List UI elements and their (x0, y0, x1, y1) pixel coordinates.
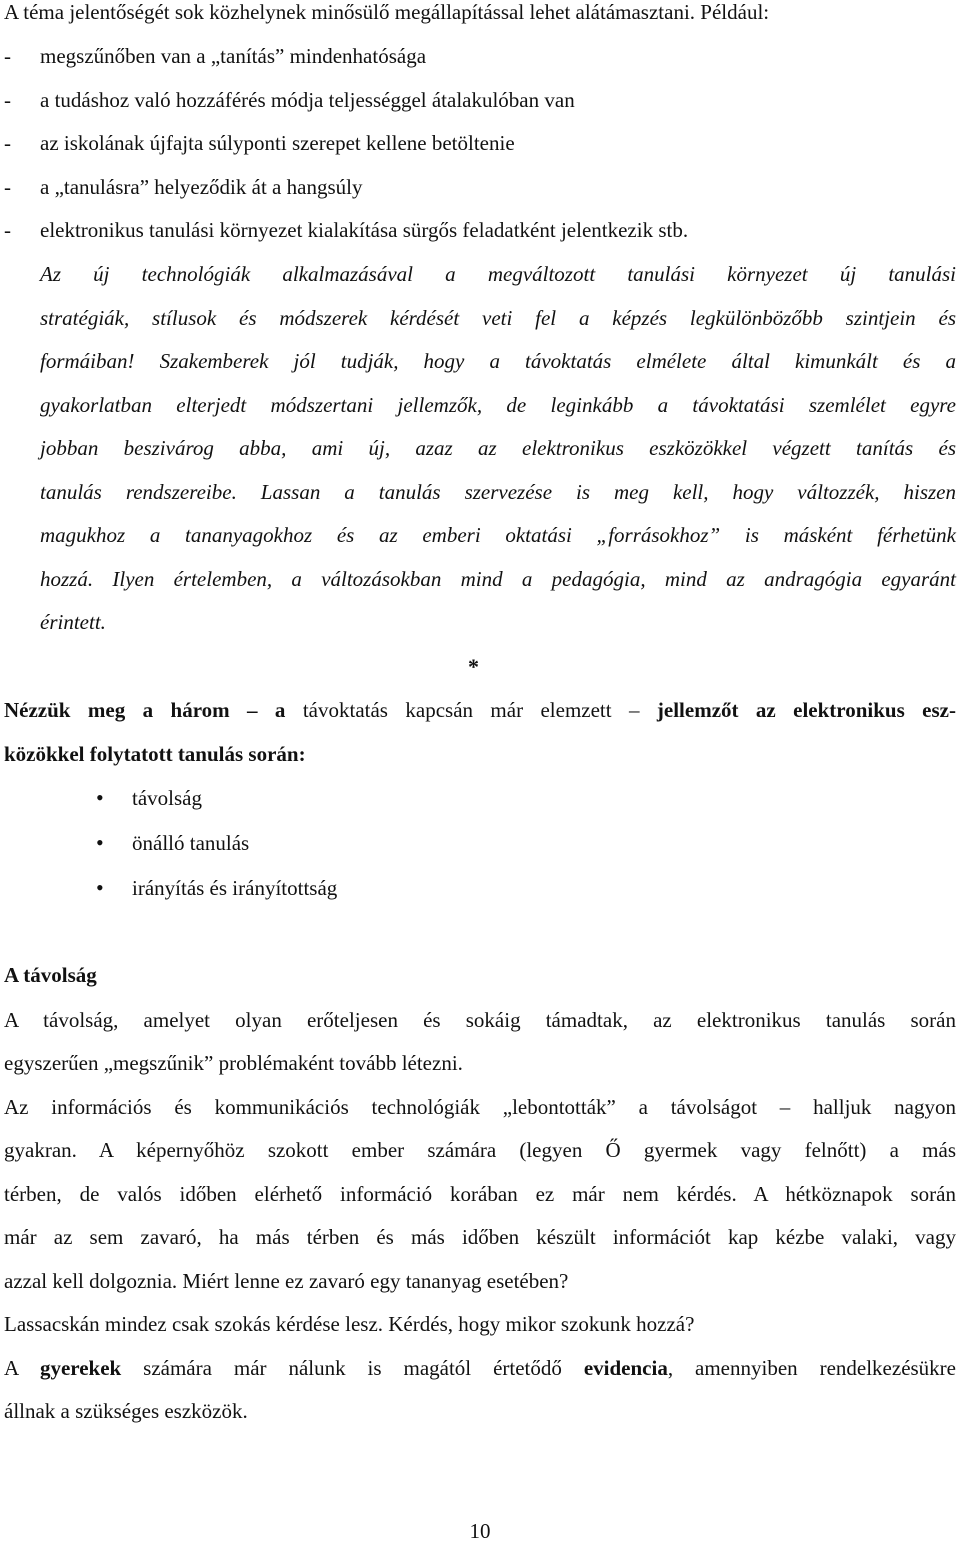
body-line: A távolság, amelyet olyan erőteljesen és sokáig támadtak, az elektronikus tanulás során (4, 1008, 956, 1032)
body-line: Lassacskán mindez csak szokás kérdése lesz. Kérdés, hogy mikor szokunk hozzá? (4, 1312, 695, 1336)
body-line: gyakran. A képernyőhöz szokott ember számára (legyen Ő gyermek vagy felnőtt) a más (4, 1138, 956, 1162)
last-paragraph-line-2: állnak a szükséges eszközök. (4, 1399, 248, 1423)
list-item: • távolság (96, 785, 202, 810)
section-heading: A távolság (4, 963, 97, 987)
italic-line: Az új technológiák alkalmazásával a megváltozott tanulási környezet új tanulási (40, 262, 956, 286)
italic-line: stratégiák, stílusok és módszerek kérdését veti fel a képzés legkülönbözőbb szintjein és (40, 306, 956, 330)
last-paragraph-line-1: A gyerekek számára már nálunk is magától értetődő evidencia, amennyiben rendelkezésükre (4, 1356, 956, 1380)
intro-line: A téma jelentőségét sok közhelynek minősülő megállapítással lehet alátámasztani. Például: (4, 0, 770, 24)
italic-line: magukhoz a tananyagokhoz és az emberi oktatási „forrásokhoz” is másként férhetünk (40, 523, 956, 547)
italic-line: tanulás rendszereibe. Lassan a tanulás szervezése is meg kell, hogy változzék, hiszen (40, 480, 956, 504)
dash-item: - elektronikus tanulási környezet kialakítása sürgős feladatként jelentkezik stb. (4, 218, 689, 242)
section-separator: * (468, 654, 479, 679)
italic-line: formáiban! Szakemberek jól tudják, hogy a távoktatás elmélete által kimunkált és a (40, 349, 956, 373)
list-item: • önálló tanulás (96, 830, 250, 855)
body-line: egyszerűen „megszűnik” problémaként tovább létezni. (4, 1051, 463, 1075)
dash-item: - a „tanulásra” helyeződik át a hangsúly (4, 175, 363, 199)
dash-item: - az iskolának újfajta súlyponti szerepet kellene betöltenie (4, 131, 515, 155)
section-intro-line-2: közökkel folytatott tanulás során: (4, 742, 306, 766)
body-line: Az információs és kommunikációs technológiák „lebontották” a távolságot – halljuk nagyon (4, 1095, 956, 1119)
italic-line: jobban beszivárog abba, ami új, azaz az elektronikus eszközökkel végzett tanítás és (40, 436, 956, 460)
list-item: • irányítás és irányítottság (96, 875, 338, 900)
dash-item: - a tudáshoz való hozzáférés módja teljességgel átalakulóban van (4, 88, 575, 112)
italic-line: gyakorlatban elterjedt módszertani jellemzők, de leginkább a távoktatási szemlélet egyre (40, 393, 956, 417)
page-number: 10 (469, 1519, 491, 1543)
bullet-icon: • (96, 875, 104, 900)
body-line: térben, de valós időben elérhető információ korában ez már nem kérdés. A hétköznapok során (4, 1182, 956, 1206)
body-line: azzal kell dolgoznia. Miért lenne ez zavaró egy tananyag esetében? (4, 1269, 569, 1293)
bullet-icon: • (96, 830, 104, 855)
body-line: már az sem zavaró, ha más térben és más időben készült információt kap kézbe valaki, vagy (4, 1225, 956, 1249)
italic-line: hozzá. Ilyen értelemben, a változásokban mind a pedagógia, mind az andragógia egyaránt (40, 567, 956, 591)
dash-item: - megszűnőben van a „tanítás” mindenhatósága (4, 44, 427, 68)
section-intro-line-1: Nézzük meg a három – a távoktatás kapcsán már elemzett – jellemzőt az elektronikus esz- (4, 698, 956, 722)
bullet-icon: • (96, 785, 104, 810)
italic-line: érintett. (40, 610, 106, 634)
